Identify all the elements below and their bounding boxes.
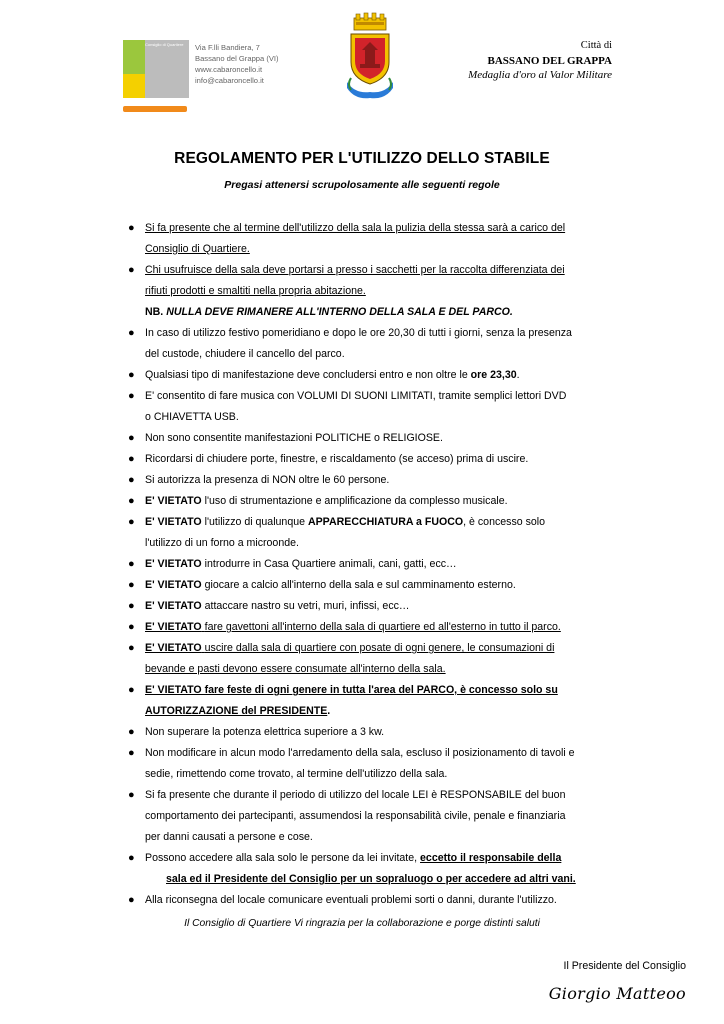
vietato-label: E' VIETATO <box>145 621 202 633</box>
rule-text: l'utilizzo di un forno a microonde. <box>145 537 299 549</box>
vietato-label: E' VIETATO <box>145 558 202 570</box>
bullet-icon: ● <box>128 474 135 486</box>
vietato-label: E' VIETATO <box>145 579 202 591</box>
rule-text: Ricordarsi di chiudere porte, finestre, e riscaldamento (se acceso) prima di uscire. <box>145 453 529 465</box>
rule-text: Si autorizza la presenza di NON oltre le 60 persone. <box>145 474 390 486</box>
nb-text: NULLA DEVE RIMANERE ALL'INTERNO DELLA SALA E DEL PARCO. <box>166 306 513 318</box>
document-title: REGOLAMENTO PER L'UTILIZZO DELLO STABILE <box>174 150 550 167</box>
rule-text-end: . <box>327 705 331 717</box>
nb-label: NB. <box>145 306 164 318</box>
bullet-icon: ● <box>128 558 135 570</box>
rule-text: introdurre in Casa Quartiere animali, cani, gatti, ecc… <box>204 558 457 570</box>
city-medal: Medaglia d'oro al Valor Militare <box>468 69 612 81</box>
bullet-icon: ● <box>128 789 135 801</box>
rule-text: fare gavettoni all'interno della sala di quartiere ed all'esterno in tutto il parco. <box>204 621 561 633</box>
rule-emphasis: eccetto il responsabile della <box>420 852 562 864</box>
bullet-icon: ● <box>128 516 135 528</box>
bullet-icon: ● <box>128 369 135 381</box>
rule-text: Non sono consentite manifestazioni POLITICHE o RELIGIOSE. <box>145 432 443 444</box>
city-name: BASSANO DEL GRAPPA <box>487 54 612 67</box>
rule-text: Qualsiasi tipo di manifestazione deve concludersi entro e non oltre le <box>145 369 468 381</box>
rule-text: l'uso di strumentazione e amplificazione da complesso musicale. <box>204 495 508 507</box>
bullet-icon: ● <box>128 684 135 696</box>
bullet-icon: ● <box>128 600 135 612</box>
logo-text: Consiglio di Quartiere <box>145 42 184 47</box>
rule-text: Consiglio di Quartiere. <box>145 243 250 255</box>
rule-text: E' consentito di fare musica con VOLUMI DI SUONI LIMITATI, tramite semplici lettori DVD <box>145 390 567 402</box>
rule-text: del custode, chiudere il cancello del parco. <box>145 348 345 360</box>
bullet-icon: ● <box>128 579 135 591</box>
rule-text: o CHIAVETTA USB. <box>145 411 239 423</box>
vietato-label: E' VIETATO <box>145 642 202 654</box>
rule-text: sedie, rimettendo come trovato, al termine dell'utilizzo della sala. <box>145 768 448 780</box>
rule-emphasis: ore 23,30 <box>470 369 517 381</box>
bullet-icon: ● <box>128 390 135 402</box>
rule-text-end: , è concesso solo <box>463 516 546 528</box>
rule-text: Alla riconsegna del locale comunicare eventuali problemi sorti o danni, durante l'utilizzo. <box>145 894 557 906</box>
bullet-icon: ● <box>128 726 135 738</box>
rule-text: uscire dalla sala di quartiere con posate di ogni genere, le consumazioni di <box>204 642 555 654</box>
closing-thanks: Il Consiglio di Quartiere Vi ringrazia per la collaborazione e porge distinti saluti <box>184 918 540 929</box>
president-title: Il Presidente del Consiglio <box>563 960 686 972</box>
rule-text: bevande e pasti devono essere consumate all'interno della sala. <box>145 663 446 675</box>
rule-text-end: . <box>516 369 520 381</box>
rule-text: rifiuti prodotti e smaltiti nella propria abitazione. <box>145 285 366 297</box>
bullet-icon: ● <box>128 747 135 759</box>
contact-email[interactable]: info@cabaroncello.it <box>195 76 264 85</box>
rule-text: In caso di utilizzo festivo pomeridiano e dopo le ore 20,30 di tutti i giorni, senza la presenza <box>145 327 572 339</box>
rule-emphasis: AUTORIZZAZIONE del PRESIDENTE <box>145 705 328 717</box>
bullet-icon: ● <box>128 453 135 465</box>
bullet-icon: ● <box>128 432 135 444</box>
bullet-icon: ● <box>128 264 135 276</box>
signature: Giorgio Matteoo <box>548 984 686 1003</box>
rule-text: Non superare la potenza elettrica superiore a 3 kw. <box>145 726 385 738</box>
bullet-icon: ● <box>128 894 135 906</box>
rule-text: giocare a calcio all'interno della sala e sul camminamento esterno. <box>204 579 516 591</box>
vietato-label: E' VIETATO <box>145 516 202 528</box>
bullet-icon: ● <box>128 327 135 339</box>
vietato-label: E' VIETATO <box>145 600 202 612</box>
bullet-icon: ● <box>128 222 135 234</box>
bullet-icon: ● <box>128 642 135 654</box>
document-subtitle: Pregasi attenersi scrupolosamente alle seguenti regole <box>224 179 500 191</box>
rule-emphasis: sala ed il Presidente del Consiglio per un sopraluogo o per accedere ad altri vani. <box>166 873 576 885</box>
rule-text: Si fa presente che durante il periodo di utilizzo del locale LEI è RESPONSABILE del buon <box>145 789 566 801</box>
bullet-icon: ● <box>128 495 135 507</box>
rule-text: attaccare nastro su vetri, muri, infissi, ecc… <box>204 600 410 612</box>
rule-text: l'utilizzo di qualunque <box>204 516 306 528</box>
contact-address: Via F.lli Bandiera, 7 <box>195 43 260 52</box>
rule-text: comportamento dei partecipanti, assumendosi la responsabilità civile, penale e finanziaria <box>145 810 566 822</box>
rule-text: Chi usufruisce della sala deve portarsi a presso i sacchetti per la raccolta differenziata dei <box>145 264 565 276</box>
bullet-icon: ● <box>128 852 135 864</box>
contact-city: Bassano del Grappa (VI) <box>195 54 279 63</box>
rule-text: per danni causati a persone e cose. <box>145 831 313 843</box>
rule-text: Non modificare in alcun modo l'arredamento della sala, escluso il posizionamento di tavoli e <box>145 747 575 759</box>
rule-emphasis: APPARECCHIATURA a FUOCO <box>307 516 464 528</box>
rule-text: Si fa presente che al termine dell'utilizzo della sala la pulizia della stessa sarà a carico del <box>145 222 566 234</box>
rule-text: Possono accedere alla sala solo le persone da lei invitate, <box>145 852 418 864</box>
contact-website[interactable]: www.cabaroncello.it <box>195 65 263 74</box>
vietato-label: E' VIETATO <box>145 495 202 507</box>
rule-text: E' VIETATO fare feste di ogni genere in tutta l'area del PARCO, è concesso solo su <box>145 684 558 696</box>
city-label: Città di <box>580 40 612 51</box>
bullet-icon: ● <box>128 621 135 633</box>
